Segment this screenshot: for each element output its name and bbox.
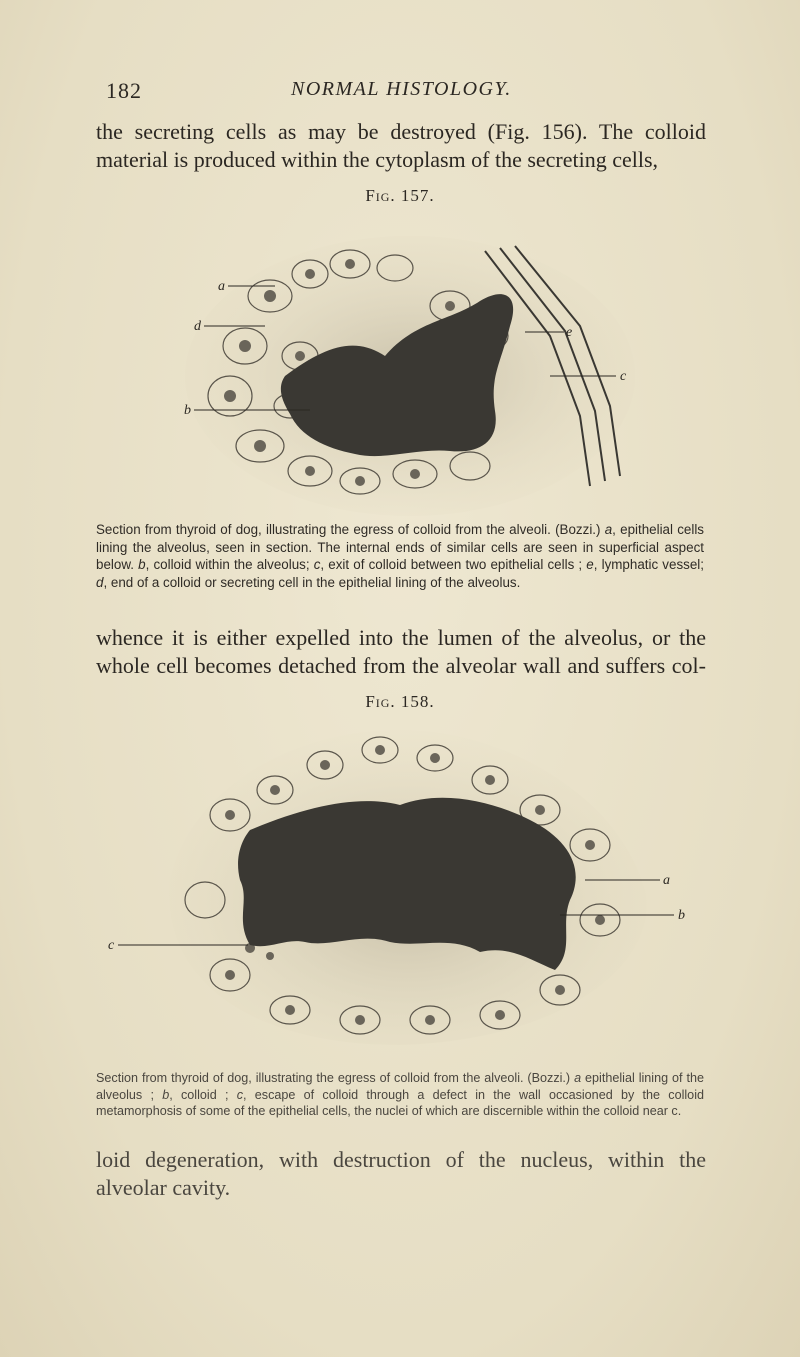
running-title: NORMAL HISTOLOGY. — [291, 78, 512, 100]
fig158-letter-b: b — [678, 908, 685, 923]
fig157-letter-e: e — [566, 325, 573, 340]
fig158-letter-c: c — [108, 938, 115, 953]
fig157-letter-d: d — [194, 319, 201, 334]
figure-157-illustration — [150, 226, 640, 516]
paragraph-2-line-2: whole cell becomes detached from the alveolar wall and suffers col- — [96, 653, 706, 678]
figure-158-label: Fig. 158. — [365, 692, 435, 711]
figure-157-label: Fig. 157. — [365, 186, 435, 205]
paragraph-1-line-1: the secreting cells as may be destroyed (Fig. 156). The colloid — [96, 119, 706, 144]
figure-158-illustration — [100, 720, 700, 1060]
page-header — [0, 78, 800, 108]
paragraph-3-line-2: alveolar cavity. — [96, 1175, 231, 1200]
fig157-letter-c: c — [620, 369, 627, 384]
fig157-letter-a: a — [218, 279, 225, 294]
paragraph-2-line-1: whence it is either expelled into the lumen of the alveolus, or the — [96, 625, 706, 650]
page-number: 182 — [106, 78, 142, 103]
paragraph-3-line-1: loid degeneration, with destruction of the nucleus, within the — [96, 1147, 706, 1172]
paragraph-1-line-2: material is produced within the cytoplasm of the secreting cells, — [96, 147, 659, 172]
fig158-letter-a: a — [663, 873, 670, 888]
fig157-letter-b: b — [184, 403, 191, 418]
figure-157-caption: Section from thyroid of dog, illustrating the egress of colloid from the alveoli. (Bozzi.) a, epithelial cells lining the alveolus, seen in section. The internal ends of similar cells are seen in superficial aspect below. b, colloid within the alveolus; c, exit of colloid between two epithelial cells ; e, lymphatic vessel; d, end of a colloid or secreting cell in the epithelial lining of the alveolus. — [96, 522, 704, 590]
figure-158-caption: Section from thyroid of dog, illustrating the egress of colloid from the alveoli. (Bozzi.) a epithelial lining of the alveolus ; b, colloid ; c, escape of colloid through a defect in the wall occasioned by the colloid metamorphosis of some of the epithelial cells, the nuclei of which are discernible within the colloid near c. — [96, 1071, 705, 1119]
